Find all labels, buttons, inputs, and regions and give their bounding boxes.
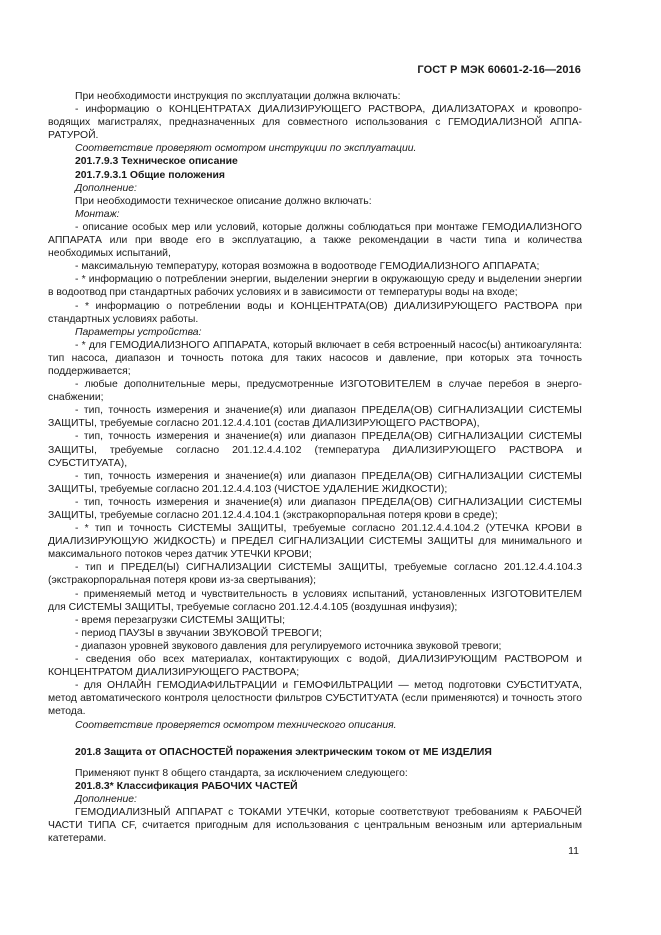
- paragraph: ГЕМОДИАЛИЗНЫЙ АППАРАТ с ТОКАМИ УТЕЧКИ, которые соответствуют требованиям к РАБОЧЕЙ ЧАСТИ ТИПА CF, считается пригодным для использования с центральным венозным или артериальным катетерами.: [48, 806, 582, 845]
- paragraph: - * для ГЕМОДИАЛИЗНОГО АППАРАТА, который включает в себя встроенный насос(ы) антикоагулянта: тип насоса, диапазон и точность потока для таких насосов и давление, при которых эта точность поддерживается;: [48, 339, 582, 377]
- paragraph: Применяют пункт 8 общего стандарта, за исключением следующего:: [75, 767, 408, 779]
- paragraph: - * информацию о потреблении воды и КОНЦЕНТРАТА(ОВ) ДИАЛИЗИРУЮЩЕГО РАСТВОРА при стандартных условиях работы.: [48, 300, 582, 325]
- document-body: [48, 90, 582, 845]
- paragraph: - * тип и точность СИСТЕМЫ ЗАЩИТЫ, требуемые согласно 201.12.4.4.104.2 (УТЕЧКА КРОВИ в ДИАЛИЗИРУЮЩУЮ ЖИДКОСТЬ) и ПРЕДЕЛ СИГНАЛИЗАЦИИ СИСТЕМЫ ЗАЩИТЫ для минимального и максимального потоков через датчик УТЕЧКИ КРОВИ;: [48, 523, 582, 561]
- paragraph: При необходимости техническое описание должно включать:: [75, 195, 372, 207]
- paragraph: При необходимости инструкция по эксплуатации должна включать:: [75, 91, 401, 102]
- paragraph: Соответствие проверяют осмотром инструкции по эксплуатации.: [75, 143, 417, 155]
- paragraph: - описание особых мер или условий, которые должны соблюдаться при монтаже ГЕМОДИАЛИЗНОГО АППАРАТА или при вводе его в эксплуатацию, а также рекомендации в части типа и количества необходимых испытаний,: [48, 221, 582, 260]
- paragraph: - тип и ПРЕДЕЛ(Ы) СИГНАЛИЗАЦИИ СИСТЕМЫ ЗАЩИТЫ, требуемые согласно 201.12.4.4.104.3 (экстракорпоральная потеря крови из-за свертывания);: [48, 562, 582, 587]
- paragraph: - любые дополнительные меры, предусмотренные ИЗГОТОВИТЕЛЕМ в случае перебоя в энергоснабжении;: [48, 379, 582, 404]
- paragraph: - тип, точность измерения и значение(я) или диапазон ПРЕДЕЛА(ОВ) СИГНАЛИЗАЦИИ СИСТЕМЫ ЗАЩИТЫ, требуемые согласно 201.12.4.4.102 (температура ДИАЛИЗИРУЮЩЕГО РАСТВОРА и СУБСТИТУАТА),: [48, 431, 582, 469]
- paragraph: - тип, точность измерения и значение(я) или диапазон ПРЕДЕЛА(ОВ) СИГНАЛИЗАЦИИ СИСТЕМЫ ЗАЩИТЫ, требуемые согласно 201.12.4.4.103 (ЧИСТОЕ УДАЛЕНИЕ ЖИДКОСТИ);: [48, 470, 582, 495]
- paragraph: - информацию о КОНЦЕНТРАТАХ ДИАЛИЗИРУЮЩЕГО РАСТВОРА, ДИАЛИЗАТОРАХ и кровопроводящих магистралях, предназначенных для совместного использования с ГЕМОДИАЛИЗНОЙ АППАРАТУРОЙ.: [48, 104, 582, 142]
- paragraph: 201.7.9.3.1 Общие положения: [75, 169, 225, 181]
- paragraph: Дополнение:: [75, 793, 137, 805]
- paragraph: - для ОНЛАЙН ГЕМОДИАФИЛЬТРАЦИИ и ГЕМОФИЛЬТРАЦИИ — метод подготовки СУБСТИТУАТА, метод автоматического контроля целостности фильтров СУБСТИТУАТА (если применяются) и точность этого метода.: [48, 680, 582, 718]
- paragraph: - тип, точность измерения и значение(я) или диапазон ПРЕДЕЛА(ОВ) СИГНАЛИЗАЦИИ СИСТЕМЫ ЗАЩИТЫ, требуемые согласно 201.12.4.4.101 (состав ДИАЛИЗИРУЮЩЕГО РАСТВОРА),: [48, 405, 582, 430]
- paragraph: - диапазон уровней звукового давления для регулируемого источника звуковой тревоги;: [75, 640, 502, 652]
- paragraph: - сведения обо всех материалах, контактирующих с водой, ДИАЛИЗИРУЮЩИМ РАСТВОРОМ и КОНЦЕНТРАТОМ ДИАЛИЗИРУЮЩЕГО РАСТВОРА;: [48, 654, 582, 679]
- paragraph: 201.8.3* Классификация РАБОЧИХ ЧАСТЕЙ: [75, 780, 298, 792]
- paragraph: - * информацию о потреблении энергии, выделении энергии в окружающую среду и выделении энергии в водоотвод при стандартных рабочих условиях и в зависимости от температуры воды на входе;: [48, 274, 582, 299]
- paragraph: Дополнение:: [75, 182, 137, 194]
- page-number: 11: [568, 845, 579, 857]
- paragraph: Монтаж:: [75, 208, 120, 220]
- standard-header: ГОСТ Р МЭК 60601-2-16—2016: [417, 64, 581, 76]
- paragraph: - период ПАУЗЫ в звучании ЗВУКОВОЙ ТРЕВОГИ;: [75, 627, 322, 639]
- paragraph: - применяемый метод и чувствительность в условиях испытаний, установленных ИЗГОТОВИТЕЛЕМ для СИСТЕМЫ ЗАЩИТЫ, требуемые согласно 201.12.4.4.105 (воздушная инфузия);: [48, 588, 582, 613]
- paragraph: - время перезагрузки СИСТЕМЫ ЗАЩИТЫ;: [75, 614, 286, 626]
- paragraph: Соответствие проверяется осмотром технического описания.: [75, 719, 397, 731]
- paragraph: - тип, точность измерения и значение(я) или диапазон ПРЕДЕЛА(ОВ) СИГНАЛИЗАЦИИ СИСТЕМЫ ЗАЩИТЫ, требуемые согласно 201.12.4.4.104.1 (экстракорпоральная потеря крови в среде);: [48, 496, 582, 521]
- paragraph: 201.8 Защита от ОПАСНОСТЕЙ поражения электрическим током от ME ИЗДЕЛИЯ: [75, 746, 492, 758]
- paragraph: Параметры устройства:: [75, 326, 202, 338]
- paragraph: - максимальную температуру, которая возможна в водоотводе ГЕМОДИАЛИЗНОГО АППАРАТА;: [75, 261, 540, 273]
- paragraph: 201.7.9.3 Техническое описание: [75, 156, 238, 168]
